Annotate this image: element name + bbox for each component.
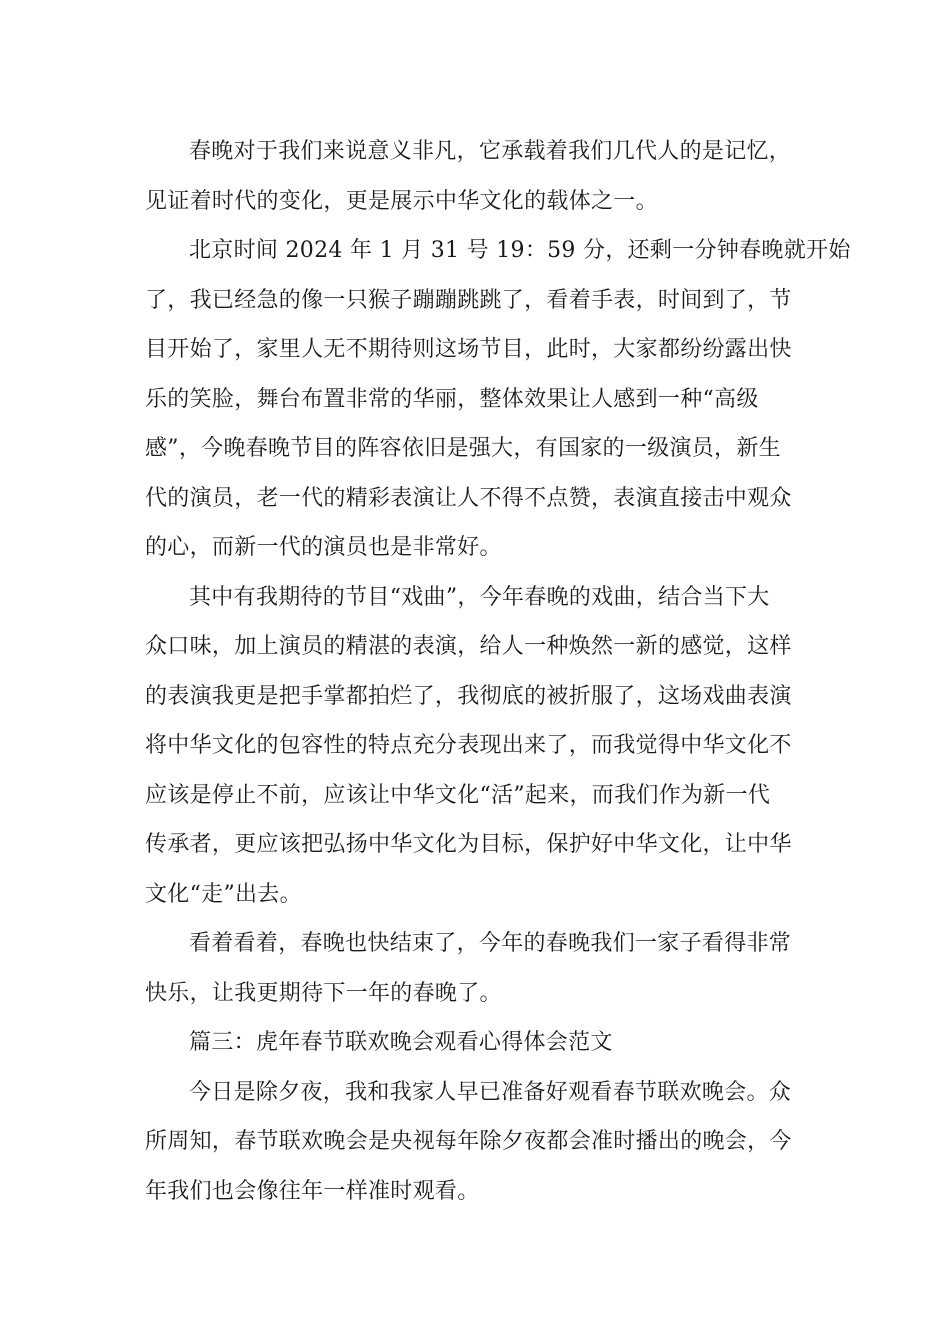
- paragraph-3-line-1: 其中有我期待的节目“戏曲”，今年春晚的戏曲，结合当下大: [189, 584, 770, 610]
- paragraph-6-line-2: 所周知，春节联欢晚会是央视每年除夕夜都会准时播出的晚会，今: [145, 1129, 792, 1154]
- paragraph-3-line-4: 将中华文化的包容性的特点充分表现出来了，而我觉得中华文化不: [145, 733, 792, 758]
- paragraph-2-line-5: 感”，今晚春晚节目的阵容依旧是强大，有国家的一级演员，新生: [145, 436, 781, 461]
- document-body: [145, 127, 851, 1216]
- paragraph-4-line-2: 快乐，让我更期待下一年的春晚了。: [145, 980, 502, 1006]
- paragraph-6-line-3: 年我们也会像往年一样准时观看。: [145, 1178, 480, 1204]
- paragraph-3-line-2: 众口味，加上演员的精湛的表演，给人一种焕然一新的感觉，这样: [145, 634, 792, 659]
- paragraph-4-line-1: 看着看着，春晚也快结束了，今年的春晚我们一家子看得非常: [189, 931, 792, 956]
- paragraph-1-line-1: 春晚对于我们来说意义非凡，它承载着我们几代人的是记忆，: [189, 139, 792, 164]
- paragraph-2-line-3: 目开始了，家里人无不期待则这场节目，此时，大家都纷纷露出快: [145, 337, 792, 362]
- paragraph-3-line-5: 应该是停止不前，应该让中华文化“活”起来，而我们作为新一代: [145, 782, 771, 808]
- section-heading: 篇三：虎年春节联欢晚会观看心得体会范文: [189, 1030, 613, 1055]
- paragraph-6-line-1: 今日是除夕夜，我和我家人早已准备好观看春节联欢晚会。众: [189, 1079, 792, 1105]
- paragraph-3-line-6: 传承者，更应该把弘扬中华文化为目标，保护好中华文化，让中华: [145, 832, 792, 857]
- paragraph-2-line-7: 的心，而新一代的演员也是非常好。: [145, 535, 502, 560]
- paragraph-2-line-1: 北京时间 2024 年 1 月 31 号 19：59 分，还剩一分钟春晚就开始: [189, 238, 851, 263]
- paragraph-3-line-3: 的表演我更是把手掌都拍烂了，我彻底的被折服了，这场戏曲表演: [145, 683, 792, 709]
- paragraph-2-line-6: 代的演员，老一代的精彩表演让人不得不点赞，表演直接击中观众: [145, 485, 792, 511]
- paragraph-2-line-4: 乐的笑脸，舞台布置非常的华丽，整体效果让人感到一种“高级: [145, 386, 759, 412]
- paragraph-2-line-2: 了，我已经急的像一只猴子蹦蹦跳跳了，看着手表，时间到了，节: [145, 287, 792, 313]
- paragraph-3-line-7: 文化“走”出去。: [145, 881, 302, 907]
- paragraph-1-line-2: 见证着时代的变化，更是展示中华文化的载体之一。: [145, 188, 658, 214]
